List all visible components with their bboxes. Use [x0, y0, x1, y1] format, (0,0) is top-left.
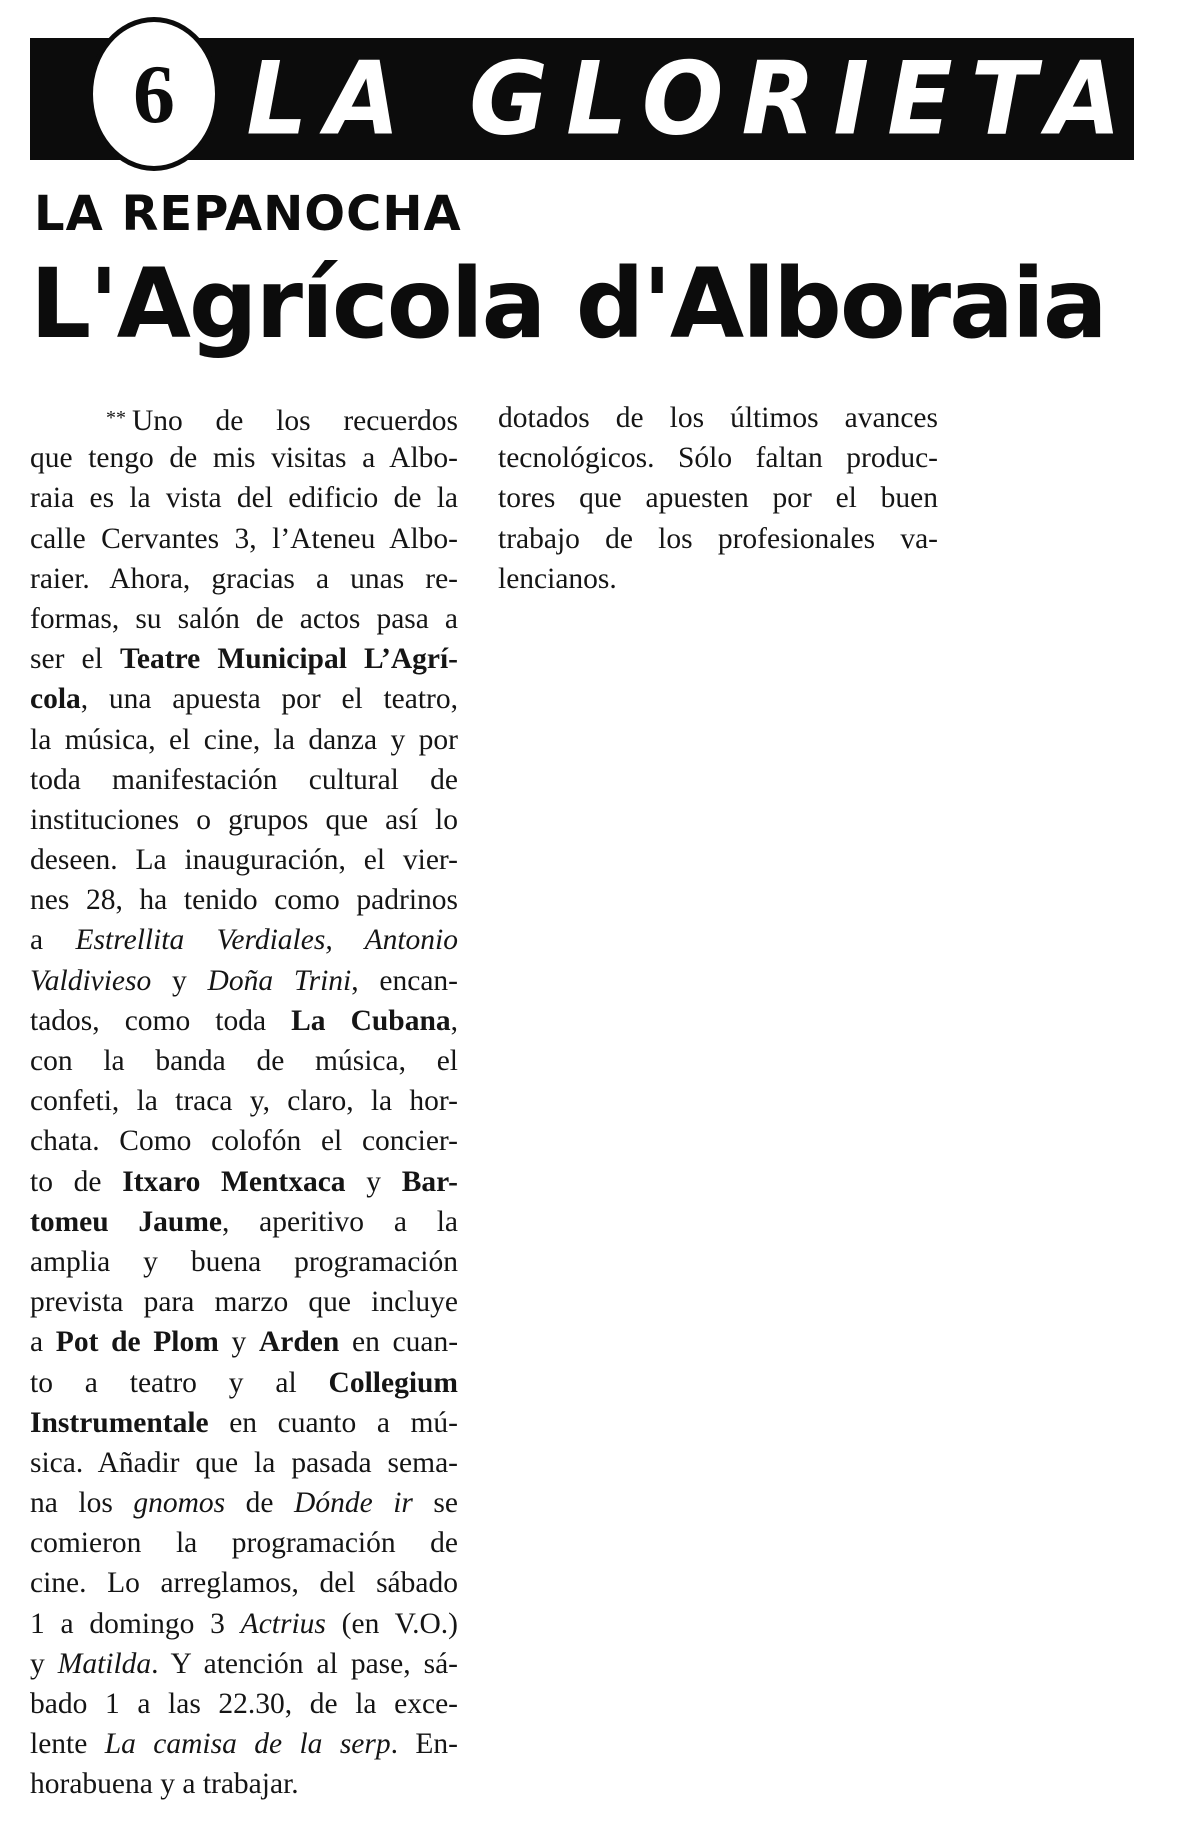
article-headline: L'Agrícola d'Alboraia: [30, 248, 1106, 360]
text-line: cola, una apuesta por el teatro,: [30, 683, 458, 716]
text-line: prevista para marzo que incluye: [30, 1286, 458, 1319]
text-line: la música, el cine, la danza y por: [30, 723, 458, 756]
text-line: Valdivieso y Doña Trini, encan-: [30, 964, 458, 997]
text-line: bado 1 a las 22.30, de la exce-: [30, 1688, 458, 1720]
text-line: formas, su salón de actos pasa a: [30, 602, 458, 635]
film-title: La camisa de la serp: [104, 1728, 391, 1761]
artist-name: Itxaro Mentxaca: [122, 1165, 346, 1198]
text-line: tados, como toda La Cubana,: [30, 1004, 458, 1037]
section-title: LA GLORIETA: [246, 40, 1139, 158]
publication-name: Dónde ir: [294, 1487, 413, 1520]
text-line: comieron la programación de: [30, 1527, 458, 1560]
artist-name: Bar-: [401, 1165, 458, 1198]
company-name: Arden: [258, 1326, 340, 1359]
text-line: con la banda de música, el: [30, 1045, 458, 1077]
text-line: tomeu Jaume, aperitivo a la: [30, 1205, 458, 1238]
article-column-left: [30, 398, 458, 1805]
text-line: amplia y buena programación: [30, 1245, 458, 1278]
ensemble-name: Collegium: [328, 1366, 458, 1399]
text-line: ** Uno de los recuerdos: [106, 405, 458, 437]
text-line: tores que apuesten por el buen: [498, 482, 938, 515]
lead-marker: **: [106, 407, 126, 429]
section-number-badge: 6: [88, 17, 220, 171]
text-line: raia es la vista del edificio de la: [30, 482, 458, 515]
venue-name: Teatre Municipal L’Agrí-: [119, 643, 458, 676]
text-line: chata. Como colofón el concier-: [30, 1125, 458, 1158]
text-line: sica. Añadir que la pasada sema-: [30, 1446, 458, 1479]
film-title: Matilda: [57, 1647, 152, 1680]
text-line: nes 28, ha tenido como padrinos: [30, 884, 458, 917]
company-name: Pot de Plom: [55, 1326, 219, 1359]
artist-name-cont: tomeu Jaume: [30, 1205, 223, 1238]
text-line: to a teatro y al Collegium: [30, 1366, 458, 1399]
company-name: La Cubana: [291, 1004, 451, 1037]
text-line: 1 a domingo 3 Actrius (en V.O.): [30, 1607, 458, 1640]
text-line: que tengo de mis visitas a Albo-: [30, 442, 458, 475]
article-column-right: [498, 398, 938, 599]
text-line: a Pot de Plom y Arden en cuan-: [30, 1326, 459, 1359]
text-line: Instrumentale en cuanto a mú-: [30, 1406, 458, 1439]
text-line: lencianos.: [498, 562, 617, 595]
venue-name-cont: cola: [30, 683, 81, 716]
text-line: tecnológicos. Sólo faltan produc-: [498, 442, 938, 475]
text-line: deseen. La inauguración, el vier-: [30, 844, 458, 877]
text-line: cine. Lo arreglamos, del sábado: [30, 1567, 458, 1600]
text-line: toda manifestación cultural de: [30, 763, 458, 796]
text-line: instituciones o grupos que así lo: [30, 803, 458, 836]
text-line: lente La camisa de la serp. En-: [30, 1728, 459, 1761]
text-line: raier. Ahora, gracias a unas re-: [30, 562, 458, 595]
text-line: y Matilda. Y atención al pase, sá-: [30, 1647, 458, 1680]
guest-name: Doña Trini: [207, 964, 352, 997]
text-line: horabuena y a trabajar.: [30, 1768, 299, 1801]
ensemble-name-cont: Instrumentale: [30, 1406, 209, 1439]
text-line: calle Cervantes 3, l’Ateneu Albo-: [30, 522, 458, 555]
film-title: Actrius: [240, 1607, 326, 1640]
text-line: confeti, la traca y, claro, la hor-: [30, 1085, 458, 1118]
text-line: na los gnomos de Dónde ir se: [30, 1487, 458, 1520]
text-line: a Estrellita Verdiales, Antonio: [30, 924, 458, 957]
guest-names: Estrellita Verdiales, Antonio: [75, 924, 458, 957]
column-kicker: LA REPANOCHA: [34, 186, 462, 242]
text-line: to de Itxaro Mentxaca y Bar-: [30, 1165, 458, 1198]
text-line: trabajo de los profesionales va-: [498, 522, 938, 555]
text-line: ser el Teatre Municipal L’Agrí-: [30, 643, 458, 676]
guest-name: Valdivieso: [30, 964, 152, 997]
text-line: dotados de los últimos avances: [498, 402, 938, 434]
